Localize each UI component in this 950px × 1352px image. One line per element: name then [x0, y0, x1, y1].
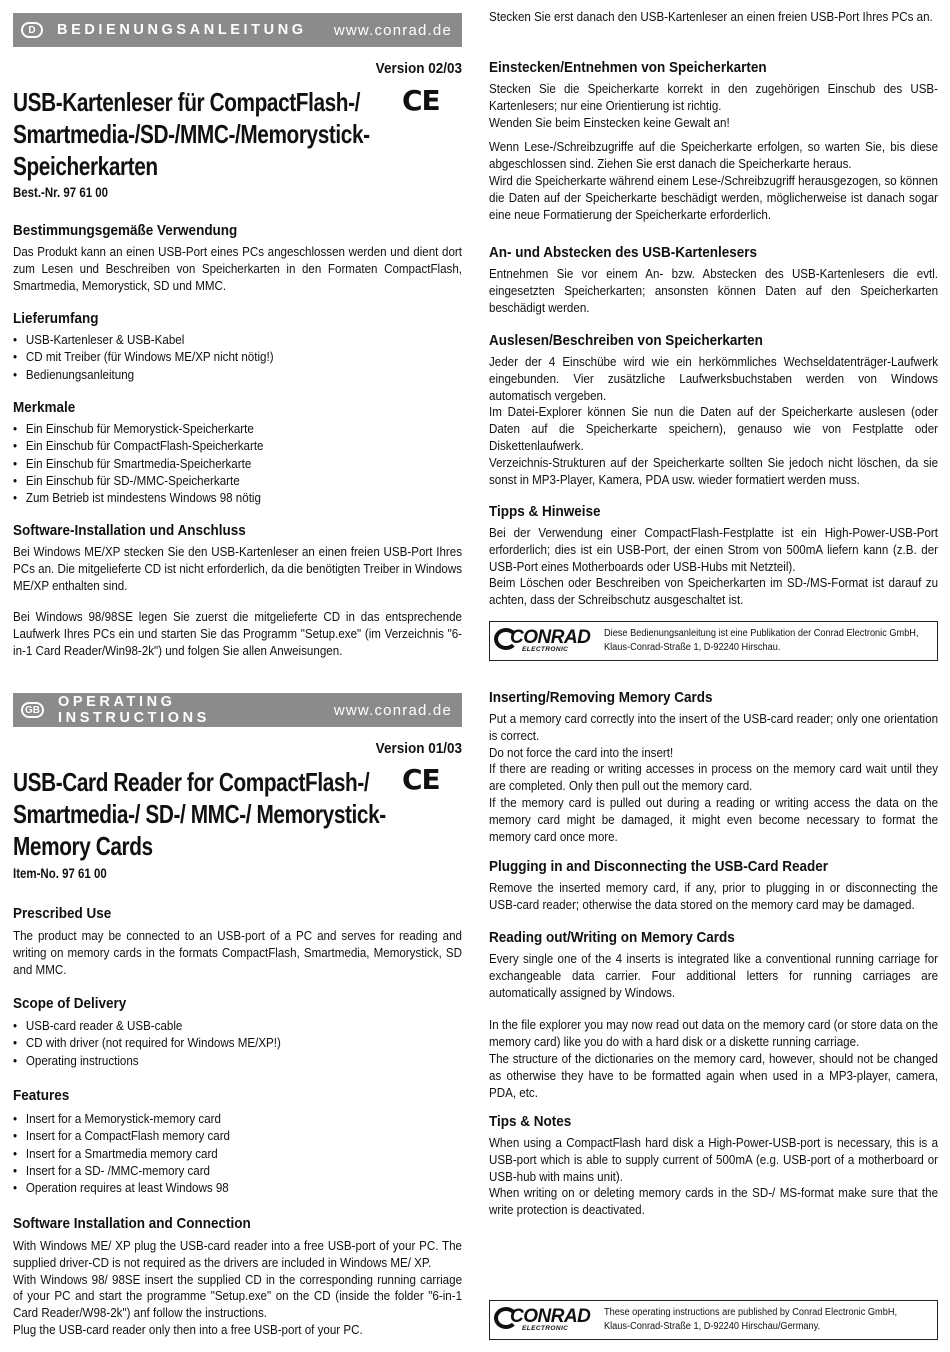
list-item: • Bedienungsanleitung [13, 367, 462, 384]
en-heading-plugging: Plugging in and Disconnecting the USB-Card Reader [489, 858, 829, 875]
list-item: • Ein Einschub für Memorystick-Speicherkarte [13, 421, 462, 438]
de-continued-text [489, 9, 938, 26]
de-heading-tips: Tipps & Hinweise [489, 503, 601, 520]
en-reading-text-1: Every single one of the 4 inserts is integrated like a conventional running carriage for exchangeable data carrier. Four additional letters for running carriages are automatically assigned by Windows. [489, 952, 939, 1000]
de-publisher-box [489, 621, 938, 661]
de-insert-text-1: Stecken Sie die Speicherkarte korrekt in den zugehörigen Einschub des USB-Kartenlesers; nur eine Orientierung ist richtig. [489, 82, 939, 113]
de-insert-text-3: Wenn Lese-/Schreibzugriffe auf die Speicherkarte erfolgen, so warten Sie, bis diese abgeschlossen sind. Ziehen Sie erst danach die Speicherkarte heraus. [489, 140, 939, 172]
de-tips-text-1: Bei der Verwendung einer CompactFlash-Festplatte ist ein High-Power-USB-Port erforderlich; dies ist ein USB-Port, der einen Strom von 500mA liefern kann (z.B. der USB-Port eines Motherboards oder USB-Hubs mit Netzteil). [489, 526, 939, 574]
en-heading-delivery: Scope of Delivery [13, 995, 127, 1012]
de-title-line-2: Smartmedia-/SD-/MMC-/Memorystick- [13, 119, 370, 149]
en-header-title: OPERATING INSTRUCTIONS [58, 694, 210, 726]
en-reading-text-2: In the file explorer you may now read out data on the memory card (or store data on the memory card) like you do with a hard disk or a diskette running carriage. [489, 1018, 939, 1050]
de-item-number: Best.-Nr. 97 61 00 [13, 185, 109, 200]
de-heading-plugging: An- und Abstecken des USB-Kartenlesers [489, 244, 758, 261]
en-reading-text-3: The structure of the dictionaries on the memory card, however, should not be changed as otherwise they have to be formatted again when used in a MP3-player, camera, PDA, etc. [489, 1051, 939, 1100]
en-section-prescribed-use [13, 905, 462, 978]
en-flag-badge: GB [21, 702, 44, 718]
en-heading-features: Features [13, 1087, 70, 1104]
list-item: • USB-card reader & USB-cable [13, 1018, 462, 1035]
de-software-text-1: Bei Windows ME/XP stecken Sie den USB-Kartenleser an einen freien USB-Port Ihres PCs an. Die mitgelieferte CD ist nicht erforderlich, da die benötigten Treiber in Windows ME/XP enthalten sind. [13, 545, 463, 593]
de-section-plugging [489, 244, 938, 316]
de-section-reading [489, 332, 938, 488]
en-insert-text-4: If the memory card is pulled out during a reading or writing access the data on the memory card might be damaged, it might even become necessary to format the memory card once more. [489, 795, 939, 844]
en-publisher-text: These operating instructions are published by Conrad Electronic GmbH, Klaus-Conrad-Straße 1, D-92240 Hirschau/Germany. [604, 1307, 898, 1332]
en-plugging-text: Remove the inserted memory card, if any, prior to plugging in or disconnecting the USB-card reader; otherwise the data stored on the memory card may be damaged. [489, 881, 939, 912]
en-section-features [13, 1087, 462, 1197]
de-reading-text-2: Im Datei-Explorer können Sie nun die Daten auf der Speicherkarte auslesen (oder Daten auf die Speicherkarte speichern), genauso wie von Festplatte oder Diskettenlaufwerk. [489, 405, 939, 453]
de-title-line-3: Speicherkarten [13, 151, 158, 181]
de-section-insert-remove [489, 59, 938, 223]
de-header-url[interactable]: www.conrad.de [333, 21, 452, 39]
list-item: • USB-Kartenleser & USB-Kabel [13, 332, 462, 349]
de-insert-text-4: Wird die Speicherkarte während einem Lese-/Schreibzugriff herausgezogen, so können die Daten auf der Speicherkarte beschädigt werden, möglicherweise ist danach sogar eine neue Formatierung der Speicherkarte erforderlich. [489, 173, 939, 222]
de-header-title: BEDIENUNGSANLEITUNG [57, 22, 307, 38]
en-insert-text-2: Do not force the card into the insert! [489, 745, 674, 760]
list-item: • Insert for a Memorystick-memory card [13, 1111, 462, 1128]
en-header-bar [13, 693, 462, 727]
list-item: • Insert for a SD- /MMC-memory card [13, 1163, 462, 1180]
en-section-reading [489, 929, 938, 1101]
en-delivery-list [13, 1018, 462, 1070]
conrad-logo: CONRAD ELECTRONIC [496, 627, 592, 655]
en-prescribed-use-text: The product may be connected to an USB-port of a PC and serves for reading and writing on memory cards in the formats CompactFlash, Smartmedia, Memorystick, SD and MMC. [13, 929, 463, 977]
de-heading-delivery: Lieferumfang [13, 310, 99, 327]
en-heading-tips: Tips & Notes [489, 1113, 572, 1130]
en-title-line-1: USB-Card Reader for CompactFlash-/ [13, 767, 370, 797]
en-section-insert-remove [489, 689, 938, 845]
en-section-tips [489, 1113, 938, 1219]
de-software-text-2: Bei Windows 98/98SE legen Sie zuerst die mitgelieferte CD in das entsprechende Laufwerk Ihres PCs ein und starten Sie das Programm "Setup.exe" (im Verzeichnis "6-in-1 Card Reader/Win98-2k") und folgen Sie allen Anweisungen. [13, 610, 463, 658]
en-insert-text-1: Put a memory card correctly into the insert of the USB-card reader; only one orientation is correct. [489, 712, 939, 743]
en-publisher-box [489, 1300, 938, 1340]
de-reading-text-3: Verzeichnis-Strukturen auf der Speicherkarte sollten Sie jedoch nicht löschen, da sie sonst in MP3-Player, Kamera, PDA usw. wieder formatiert werden muss. [489, 455, 939, 487]
de-intended-use-text: Das Produkt kann an einen USB-Port eines PCs angeschlossen werden und dient dort zum Lesen und Beschreiben von Speicherkarten in den Formaten CompactFlash, Smartmedia, Memorystick, SD und MMC. [13, 245, 463, 293]
de-plugging-text: Entnehmen Sie vor einem An- bzw. Abstecken des USB-Kartenlesers die evtl. eingesetzten Speicherkarten; ansonsten können Daten auf den Speicherkarten beschädigt werden. [489, 267, 939, 315]
en-section-plugging [489, 858, 938, 914]
en-title-line-2: Smartmedia-/ SD-/ MMC-/ Memorystick- [13, 799, 386, 829]
de-ce-mark: CE [402, 84, 440, 117]
de-section-tips [489, 503, 938, 609]
de-title-line-1: USB-Kartenleser für CompactFlash-/ [13, 87, 361, 117]
en-software-text-1: With Windows ME/ XP plug the USB-card reader into a free USB-port of your PC. The supplied driver-CD is not required as the drivers are included in Windows ME/ XP. [13, 1239, 463, 1270]
en-heading-insert-remove: Inserting/Removing Memory Cards [489, 689, 713, 706]
en-header-url[interactable]: www.conrad.de [333, 701, 452, 719]
de-header-bar [13, 13, 462, 47]
list-item: • CD mit Treiber (für Windows ME/XP nicht nötig!) [13, 349, 462, 366]
list-item: • Operation requires at least Windows 98 [13, 1180, 462, 1197]
de-section-delivery [13, 310, 462, 384]
en-item-number: Item-No. 97 61 00 [13, 866, 107, 881]
en-title-line-3: Memory Cards [13, 831, 153, 861]
en-heading-prescribed-use: Prescribed Use [13, 905, 112, 922]
list-item: • Operating instructions [13, 1053, 462, 1070]
de-heading-features: Merkmale [13, 399, 76, 416]
en-section-delivery [13, 995, 462, 1070]
list-item: • Ein Einschub für Smartmedia-Speicherkarte [13, 456, 462, 473]
de-delivery-list [13, 332, 462, 384]
en-tips-text-2: When writing on or deleting memory cards in the SD-/ MS-format make sure that the write protection is deactivated. [489, 1186, 939, 1218]
de-heading-reading: Auslesen/Beschreiben von Speicherkarten [489, 332, 763, 349]
en-heading-software: Software Installation and Connection [13, 1215, 251, 1232]
list-item: • Insert for a Smartmedia memory card [13, 1146, 462, 1163]
en-ce-mark: CE [402, 763, 440, 796]
de-section-features [13, 399, 462, 507]
de-heading-intended-use: Bestimmungsgemäße Verwendung [13, 222, 238, 239]
list-item: • Insert for a CompactFlash memory card [13, 1128, 462, 1145]
en-version: Version 01/03 [375, 740, 462, 757]
conrad-logo: CONRAD ELECTRONIC [496, 1306, 592, 1334]
list-item: • CD with driver (not required for Windows ME/XP!) [13, 1035, 462, 1052]
en-software-text-3: Plug the USB-card reader only then into a free USB-port of your PC. [13, 1322, 363, 1337]
en-heading-reading: Reading out/Writing on Memory Cards [489, 929, 735, 946]
de-heading-software: Software-Installation und Anschluss [13, 522, 246, 539]
en-insert-text-3: If there are reading or writing accesses in process on the memory card wait until they are completed. Only then pull out the memory card. [489, 762, 939, 794]
de-insert-text-2: Wenden Sie beim Einstecken keine Gewalt an! [489, 115, 730, 130]
en-features-list [13, 1111, 462, 1197]
en-section-software [13, 1215, 462, 1339]
de-section-intended-use [13, 222, 462, 294]
list-item: • Ein Einschub für CompactFlash-Speicherkarte [13, 438, 462, 455]
de-features-list [13, 421, 462, 507]
de-reading-text-1: Jeder der 4 Einschübe wird wie ein herkömmliches Wechseldatenträger-Laufwerk eingebunden. Vier zusätzliche Laufwerksbuchstaben werden von Windows automatisch vergeben. [489, 355, 939, 403]
en-software-text-2: With Windows 98/ 98SE insert the supplied CD in the corresponding running carriage of your PC and start the programme "Setup.exe" on the CD (inside the folder "6-in-1 Card Reader/W98-2k") anf follow the instructions. [13, 1272, 463, 1321]
de-tips-text-2: Beim Löschen oder Beschreiben von Speicherkarten im SD-/MS-Format ist darauf zu achten, dass der Schreibschutz ausgeschaltet ist. [489, 576, 939, 608]
list-item: • Zum Betrieb ist mindestens Windows 98 nötig [13, 490, 462, 507]
de-heading-insert-remove: Einstecken/Entnehmen von Speicherkarten [489, 59, 767, 76]
de-publisher-text: Diese Bedienungsanleitung ist eine Publikation der Conrad Electronic GmbH, Klaus-Conrad-Straße 1, D-92240 Hirschau. [604, 628, 919, 653]
de-section-software [13, 522, 462, 660]
de-flag-badge: D [21, 22, 43, 38]
list-item: • Ein Einschub für SD-/MMC-Speicherkarte [13, 473, 462, 490]
de-version: Version 02/03 [375, 60, 462, 77]
de-continued-paragraph: Stecken Sie erst danach den USB-Kartenleser an einen freien USB-Port Ihres PCs an. [489, 10, 933, 24]
en-tips-text-1: When using a CompactFlash hard disk a High-Power-USB-port is necessary, this is a USB-port which is able to supply current of 500mA (e.g. USB-port of a motherboard or USB-hub with mains unit). [489, 1136, 939, 1184]
